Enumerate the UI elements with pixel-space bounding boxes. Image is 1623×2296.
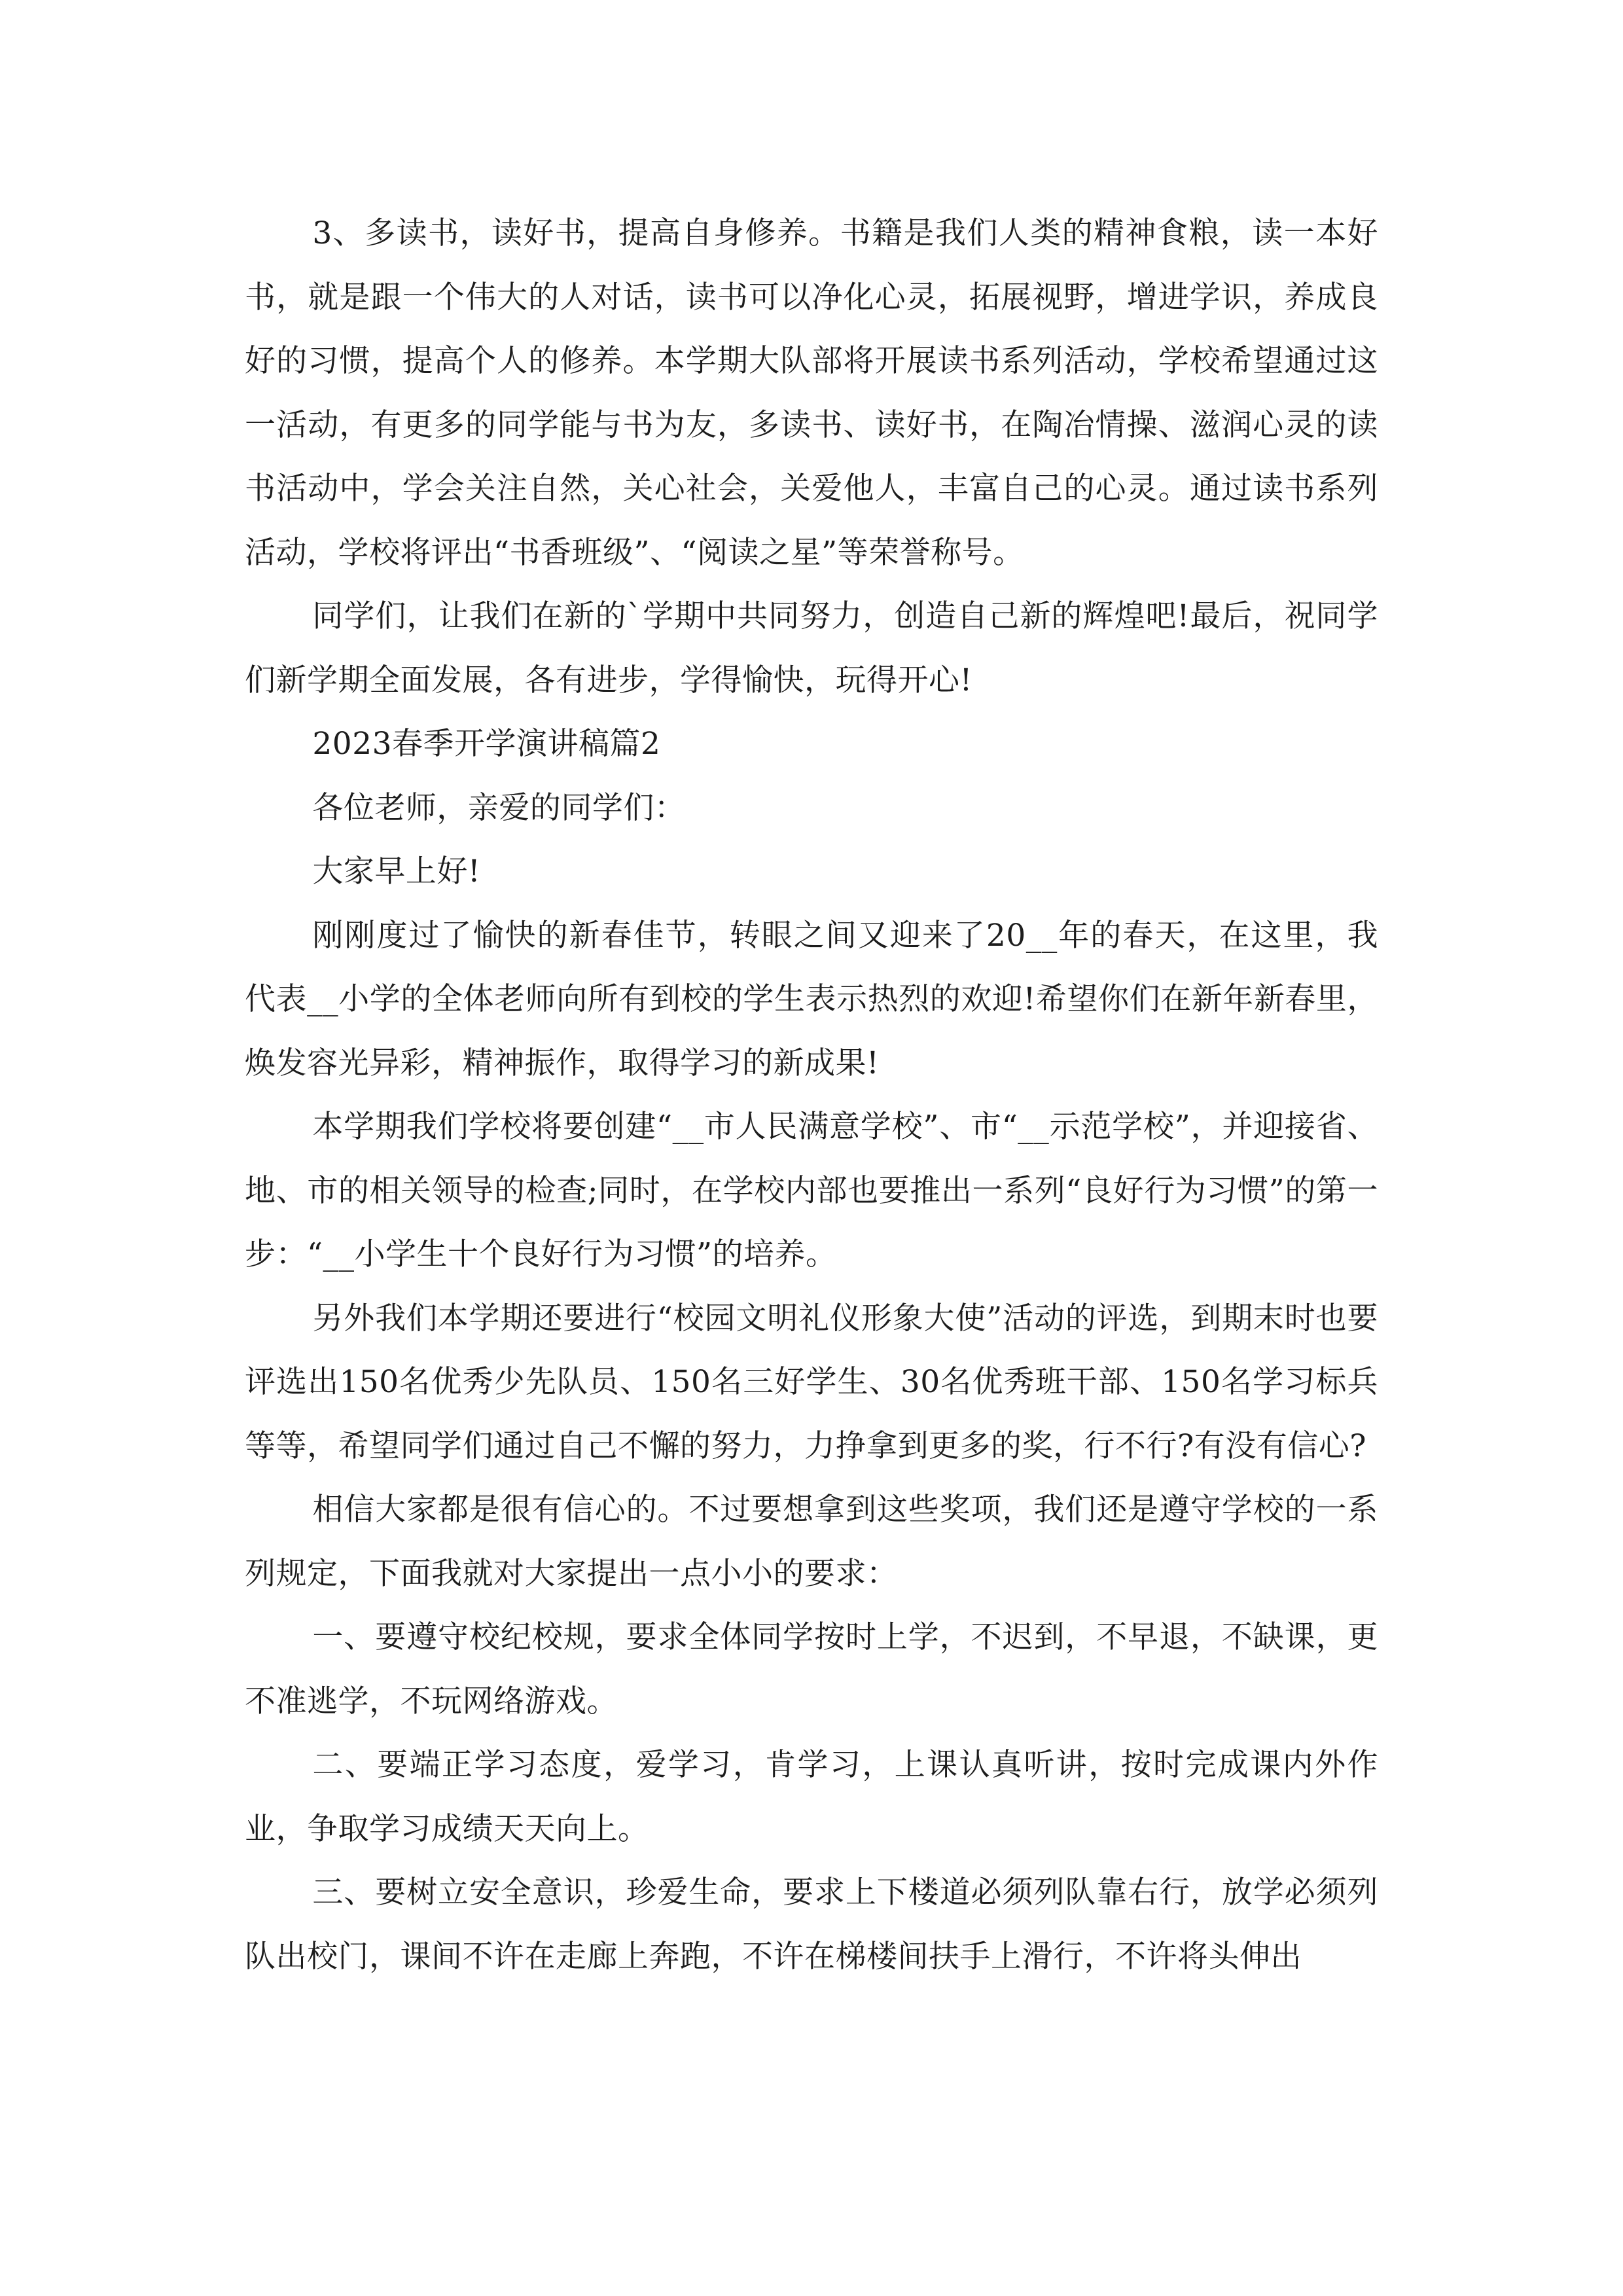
paragraph-rule-one: 一、要遵守校纪校规，要求全体同学按时上学，不迟到，不早退，不缺课，更不准逃学，不玩网络游戏。	[245, 1619, 1378, 1719]
greeting: 大家早上好!	[312, 853, 481, 889]
paragraph-awards: 另外我们本学期还要进行“校园文明礼仪形象大使”活动的评选，到期末时也要评选出150名优秀少先队员、150名三好学生、30名优秀班干部、150名学习标兵等等，希望同学们通过自己不懈的努力，力挣拿到更多的奖，行不行?有没有信心?	[245, 1300, 1378, 1464]
paragraph-requirements-intro: 相信大家都是很有信心的。不过要想拿到这些奖项，我们还是遵守学校的一系列规定，下面我就对大家提出一点小小的要求：	[245, 1492, 1378, 1592]
paragraph-rule-two: 二、要端正学习态度，爱学习，肯学习，上课认真听讲，按时完成课内外作业，争取学习成绩天天向上。	[245, 1747, 1378, 1847]
paragraph-closing-wishes: 同学们，让我们在新的`学期中共同努力，创造自己新的辉煌吧!最后，祝同学们新学期全面发展，各有进步，学得愉快，玩得开心!	[245, 598, 1378, 698]
speech-title: 2023春季开学演讲稿篇2	[312, 726, 661, 762]
paragraph-welcome: 刚刚度过了愉快的新春佳节，转眼之间又迎来了20__年的春天，在这里，我代表__小学的全体老师向所有到校的学生表示热烈的欢迎!希望你们在新年新春里，焕发容光异彩，精神振作，取得学习的新成果!	[245, 917, 1378, 1081]
paragraph-school-plans: 本学期我们学校将要创建“__市人民满意学校”、市“__示范学校”，并迎接省、地、市的相关领导的检查;同时，在学校内部也要推出一系列“良好行为习惯”的第一步：“__小学生十个良好行为习惯”的培养。	[245, 1109, 1378, 1272]
paragraph-reading: 3、多读书，读好书，提高自身修养。书籍是我们人类的精神食粮，读一本好书，就是跟一个伟大的人对话，读书可以净化心灵，拓展视野，增进学识，养成良好的习惯，提高个人的修养。本学期大队部将开展读书系列活动，学校希望通过这一活动，有更多的同学能与书为友，多读书、读好书，在陶冶情操、滋润心灵的读书活动中，学会关注自然，关心社会，关爱他人，丰富自己的心灵。通过读书系列活动，学校将评出“书香班级”、“阅读之星”等荣誉称号。	[245, 215, 1378, 571]
paragraph-rule-three: 三、要树立安全意识，珍爱生命，要求上下楼道必须列队靠右行，放学必须列队出校门，课间不许在走廊上奔跑，不许在梯楼间扶手上滑行，不许将头伸出	[245, 1874, 1378, 1975]
salutation: 各位老师，亲爱的同学们：	[312, 789, 686, 826]
document-body	[245, 202, 1378, 1988]
